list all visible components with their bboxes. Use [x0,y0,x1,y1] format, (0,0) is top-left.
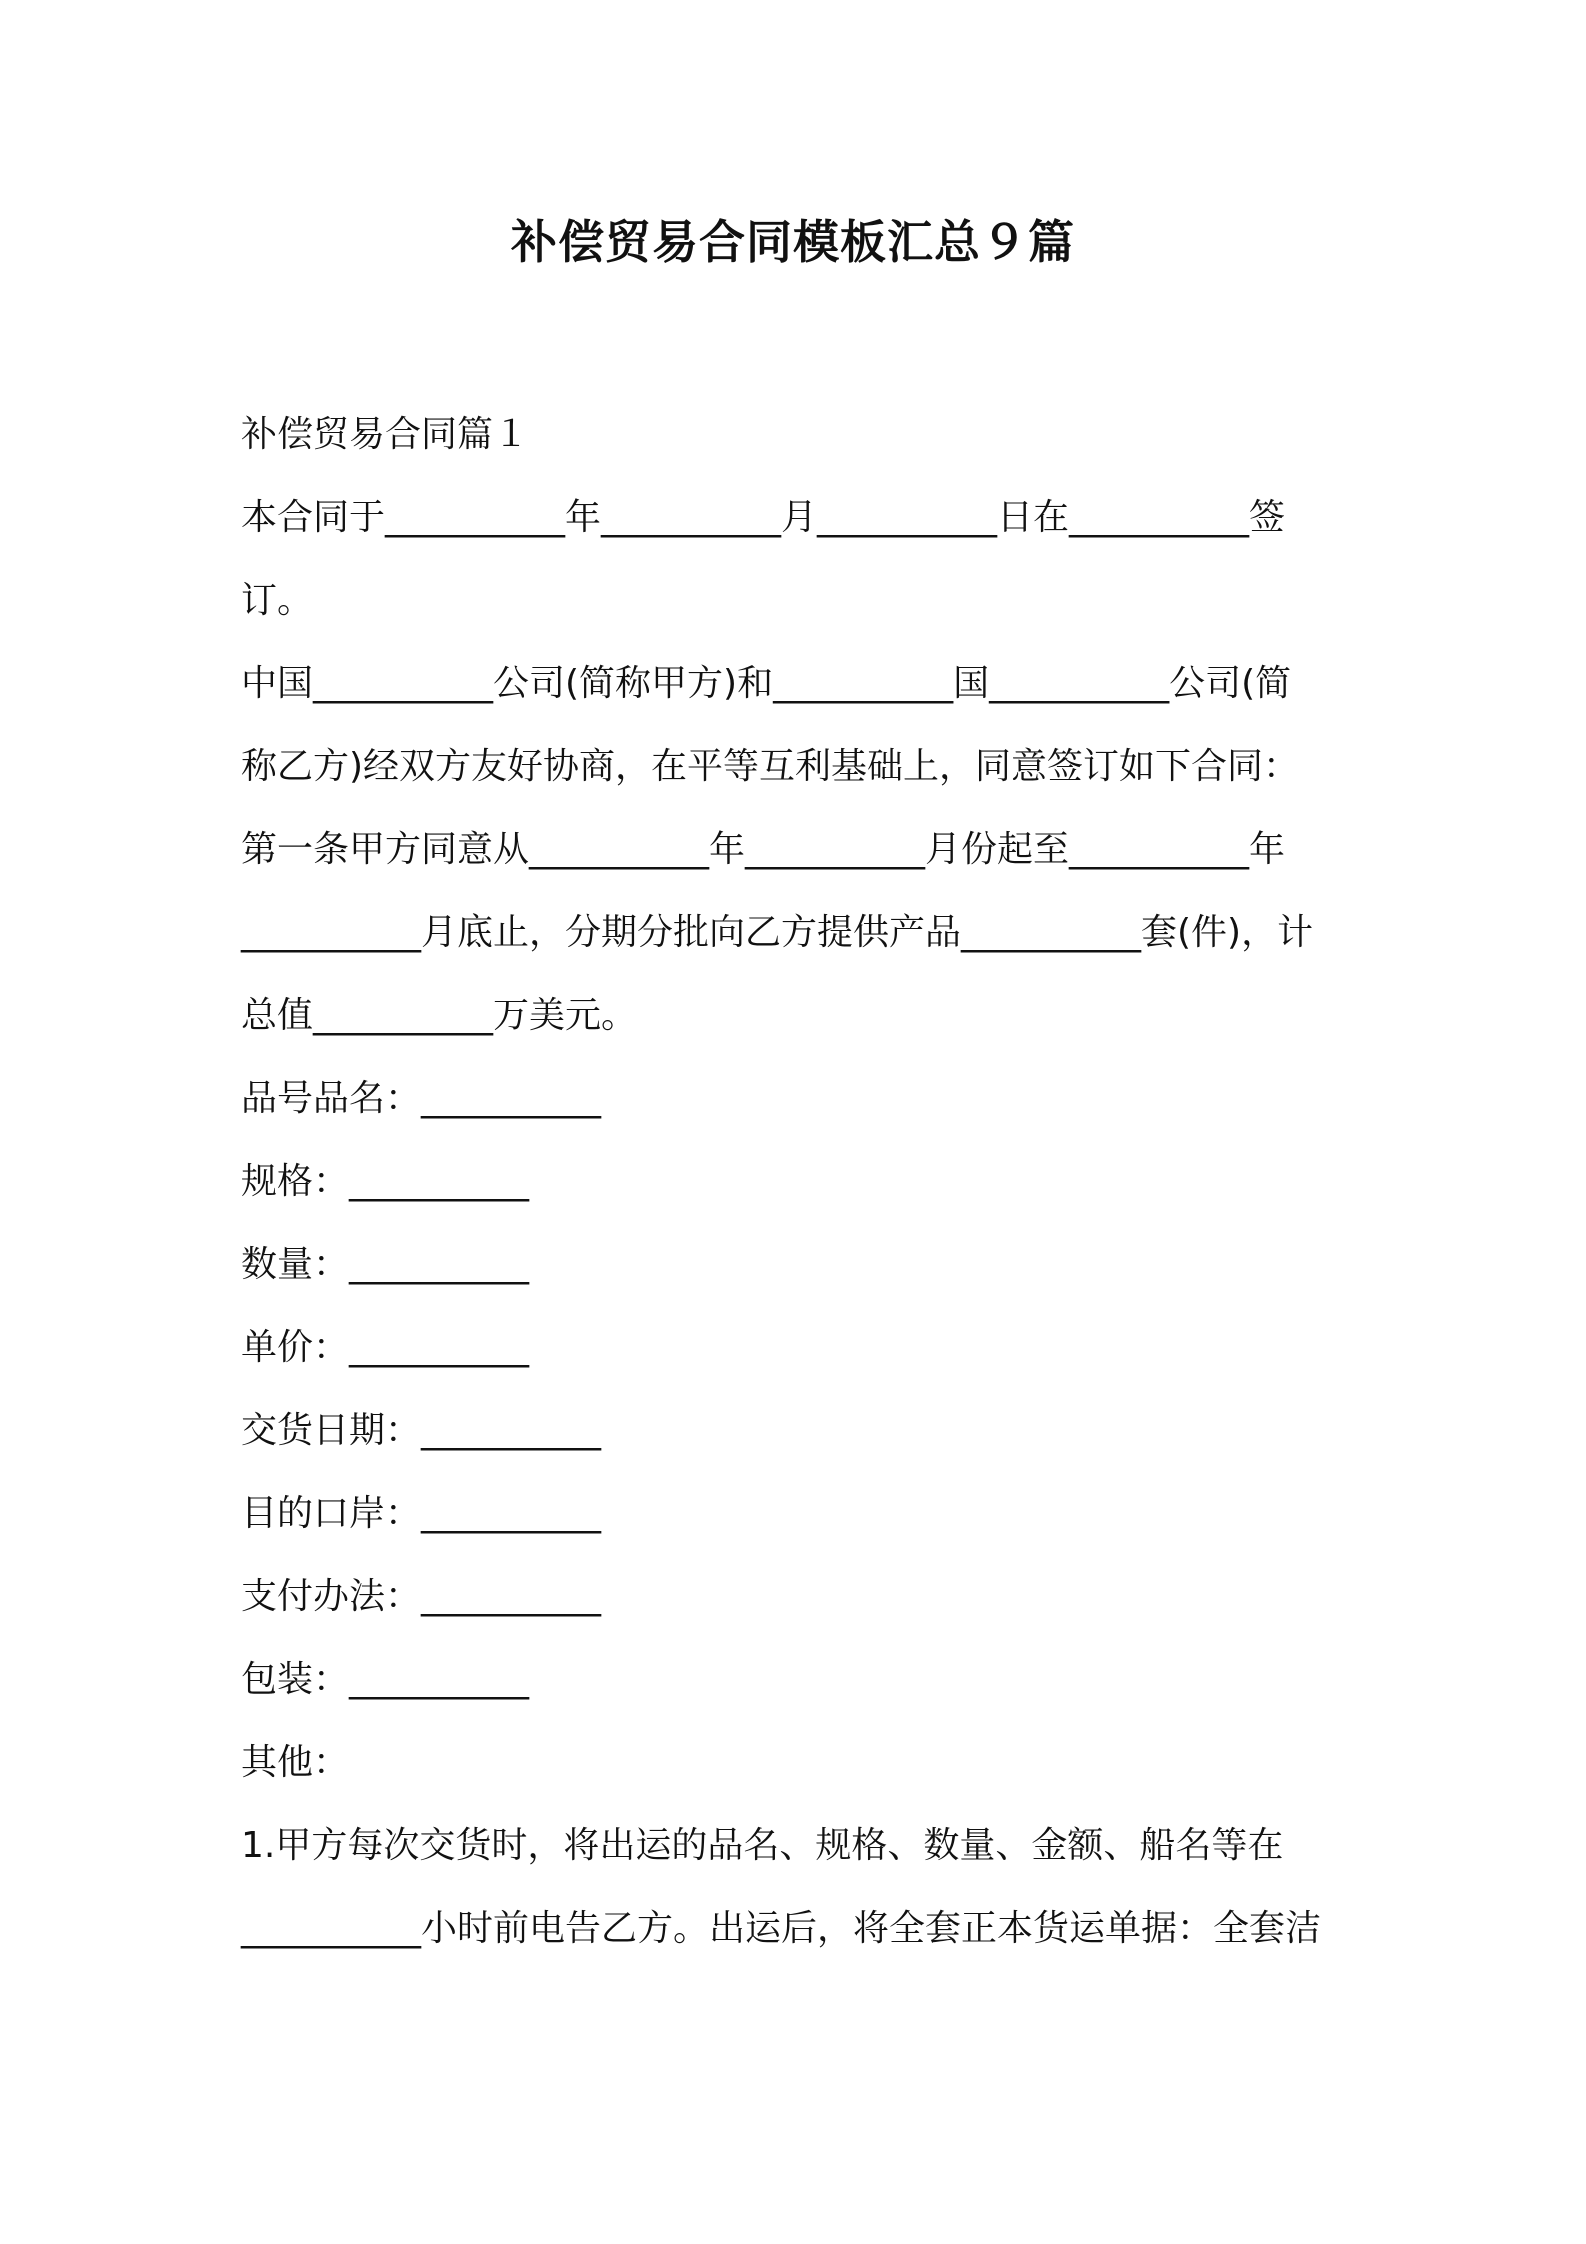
paragraph-line: __________月底止，分期分批向乙方提供产品__________套(件)，计 [241,912,1314,953]
field-line: 品号品名：__________ [241,1078,602,1119]
field-line: 支付办法：__________ [241,1576,602,1617]
paragraph-line: 总值__________万美元。 [241,995,638,1036]
paragraph-line: 订。 [241,580,314,621]
paragraph-line: 称乙方)经双方友好协商，在平等互利基础上，同意签订如下合同： [241,746,1300,787]
paragraph-line: __________小时前电告乙方。出运后，将全套正本货运单据：全套洁 [241,1908,1322,1949]
section-heading: 补偿贸易合同篇１ [241,414,530,455]
paragraph-line: 本合同于__________年__________月__________日在__________签 [241,497,1286,538]
paragraph-line: 1.甲方每次交货时，将出运的品名、规格、数量、金额、船名等在 [241,1825,1284,1866]
field-line: 目的口岸：__________ [241,1493,602,1534]
field-line: 交货日期：__________ [241,1410,602,1451]
document-title: 补偿贸易合同模板汇总９篇 [511,215,1075,269]
paragraph-line: 中国__________公司(简称甲方)和__________国__________公司(简 [241,663,1292,704]
paragraph-line: 第一条甲方同意从__________年__________月份起至__________年 [241,829,1286,870]
field-line: 规格：__________ [241,1161,530,1202]
field-line: 数量：__________ [241,1244,530,1285]
field-line: 其他： [241,1742,350,1783]
field-line: 包装：__________ [241,1659,530,1700]
field-line: 单价：__________ [241,1327,530,1368]
